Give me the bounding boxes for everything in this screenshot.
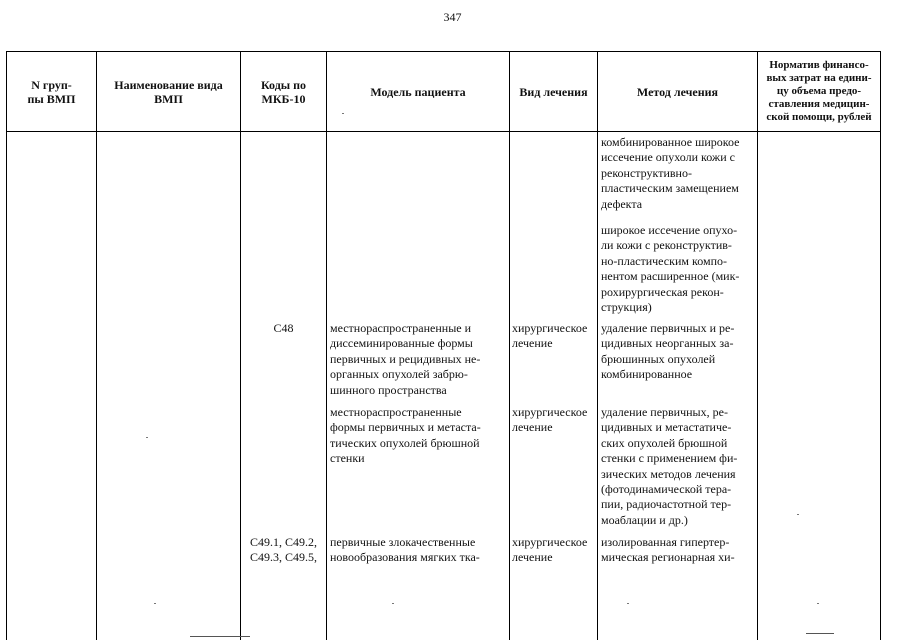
page-number: 347 (443, 10, 462, 24)
header-method: Метод лечения (636, 84, 719, 99)
method-cell: широкое иссечение опухо- ли кожи с реконструктив- но-пластическим компо- нентом расширенное (мик- рохирургическая рекон- струкция) (601, 223, 740, 315)
method-cell: комбинированное широкое иссечение опухоли кожи с реконструктивно- пластическим замещением дефекта (601, 135, 740, 211)
scan-speck (797, 514, 799, 515)
patient-model-cell: первичные злокачественные новообразования мягких тка- (330, 535, 480, 565)
footer-mark (806, 633, 834, 634)
header-group: N груп- пы ВМП (27, 77, 76, 106)
treatment-type-cell: хирургическое лечение (512, 405, 588, 435)
scan-speck (392, 603, 394, 604)
scan-speck (154, 603, 156, 604)
scan-speck (817, 603, 819, 604)
method-cell: удаление первичных и ре- цидивных неорганных за- брюшинных опухолей комбинированное (601, 321, 735, 382)
icd-code-cell: C48 (273, 321, 294, 335)
method-cell: удаление первичных, ре- цидивных и метастатиче- ских опухолей брюшной стенки с применением фи- зических методов лечения (фотодинамической тера- пии, радиочастотной тер- моаблации и др.) (601, 405, 738, 527)
column-divider (96, 51, 97, 640)
icd-code-cell: C49.1, C49.2, C49.3, C49.5, (249, 535, 317, 565)
scan-speck (627, 603, 629, 604)
scan-speck (146, 437, 148, 438)
column-divider (757, 51, 758, 640)
header-type: Вид лечения (519, 84, 588, 99)
treatment-type-cell: хирургическое лечение (512, 535, 588, 565)
column-divider (509, 51, 510, 640)
patient-model-cell: местнораспространенные и диссеминированные формы первичных и рецидивных не- органных опухолей забрю- шинного пространства (330, 321, 481, 397)
method-cell: изолированная гипертер- мическая регионарная хи- (601, 535, 735, 565)
treatment-type-cell: хирургическое лечение (512, 321, 588, 351)
header-model: Модель пациента (370, 84, 466, 99)
column-divider (326, 51, 327, 640)
patient-model-cell: местнораспространенные формы первичных и метаста- тических опухолей брюшной стенки (330, 405, 481, 466)
footer-mark (190, 636, 250, 637)
header-icd: Коды по МКБ-10 (260, 77, 307, 106)
header-norm: Норматив финансо- вых затрат на едини- цу объема предо- ставления медицин- ской помощи, рублей (766, 59, 872, 123)
header-name: Наименование вида ВМП (114, 77, 223, 106)
scan-speck (342, 113, 344, 114)
